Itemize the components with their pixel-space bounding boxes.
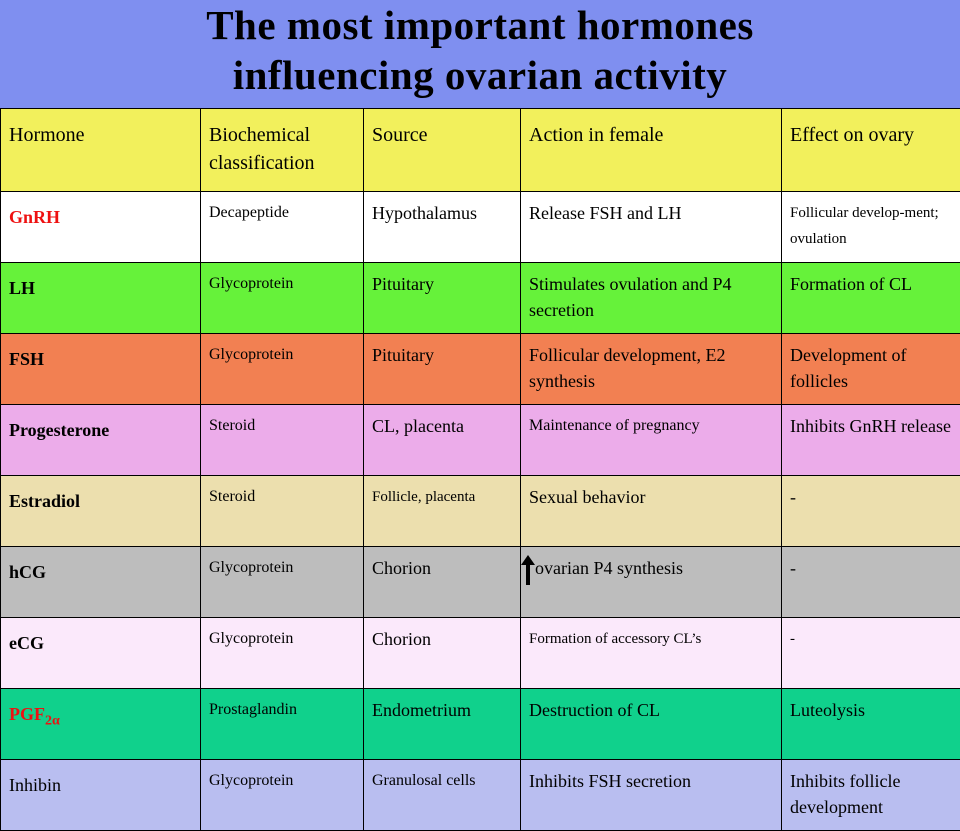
table-row-progesterone bbox=[1, 405, 960, 476]
hormone-name: Inhibin bbox=[1, 760, 201, 831]
hormone-name-main: PGF bbox=[9, 704, 45, 724]
header-source: Source bbox=[364, 109, 521, 192]
header-effect: Effect on ovary bbox=[782, 109, 960, 192]
table-row-pgf2a bbox=[1, 689, 960, 760]
header-classification: Biochemical classification bbox=[201, 109, 364, 192]
source-cell: Follicle, placenta bbox=[364, 476, 521, 547]
effect-cell: Formation of CL bbox=[782, 263, 960, 334]
table-row-ecg bbox=[1, 618, 960, 689]
hormone-name: LH bbox=[1, 263, 201, 334]
classification-cell: Glycoprotein bbox=[201, 263, 364, 334]
hormone-name: Estradiol bbox=[1, 476, 201, 547]
header-hormone: Hormone bbox=[1, 109, 201, 192]
up-arrow-icon bbox=[521, 555, 535, 585]
action-cell: Maintenance of pregnancy bbox=[521, 405, 782, 476]
source-cell: CL, placenta bbox=[364, 405, 521, 476]
source-cell: Chorion bbox=[364, 618, 521, 689]
action-cell: Inhibits FSH secretion bbox=[521, 760, 782, 831]
hormone-name: FSH bbox=[1, 334, 201, 405]
action-cell: Release FSH and LH bbox=[521, 192, 782, 263]
classification-cell: Glycoprotein bbox=[201, 334, 364, 405]
slide-title bbox=[0, 0, 960, 108]
effect-cell: Luteolysis bbox=[782, 689, 960, 760]
effect-cell: - bbox=[782, 547, 960, 618]
effect-cell: Development of follicles bbox=[782, 334, 960, 405]
title-line-1: The most important hormones bbox=[0, 0, 960, 50]
classification-cell: Steroid bbox=[201, 405, 364, 476]
source-cell: Chorion bbox=[364, 547, 521, 618]
classification-cell: Glycoprotein bbox=[201, 547, 364, 618]
table-row-lh bbox=[1, 263, 960, 334]
action-cell: Follicular development, E2 synthesis bbox=[521, 334, 782, 405]
hormone-name: GnRH bbox=[1, 192, 201, 263]
hormone-table bbox=[0, 108, 960, 831]
source-cell: Granulosal cells bbox=[364, 760, 521, 831]
effect-cell: Follicular develop-ment; ovulation bbox=[782, 192, 960, 263]
hormone-name bbox=[1, 689, 201, 760]
classification-cell: Prostaglandin bbox=[201, 689, 364, 760]
classification-cell: Glycoprotein bbox=[201, 618, 364, 689]
effect-cell: Inhibits follicle development bbox=[782, 760, 960, 831]
hormone-name-subscript: 2α bbox=[45, 714, 60, 729]
effect-cell: - bbox=[782, 618, 960, 689]
table-header-row bbox=[1, 109, 960, 192]
hormone-name: eCG bbox=[1, 618, 201, 689]
table-row-fsh bbox=[1, 334, 960, 405]
table-row-hcg bbox=[1, 547, 960, 618]
table-row-gnrh bbox=[1, 192, 960, 263]
action-cell bbox=[521, 547, 782, 618]
title-line-2: influencing ovarian activity bbox=[0, 50, 960, 100]
effect-cell: Inhibits GnRH release bbox=[782, 405, 960, 476]
hormone-name: Progesterone bbox=[1, 405, 201, 476]
hormone-name: hCG bbox=[1, 547, 201, 618]
source-cell: Endometrium bbox=[364, 689, 521, 760]
effect-cell: - bbox=[782, 476, 960, 547]
action-cell: Destruction of CL bbox=[521, 689, 782, 760]
classification-cell: Glycoprotein bbox=[201, 760, 364, 831]
action-text: ovarian P4 synthesis bbox=[535, 558, 683, 578]
table-row-inhibin bbox=[1, 760, 960, 831]
classification-cell: Decapeptide bbox=[201, 192, 364, 263]
action-cell: Formation of accessory CL’s bbox=[521, 618, 782, 689]
action-cell: Sexual behavior bbox=[521, 476, 782, 547]
header-action: Action in female bbox=[521, 109, 782, 192]
table-row-estradiol bbox=[1, 476, 960, 547]
source-cell: Hypothalamus bbox=[364, 192, 521, 263]
classification-cell: Steroid bbox=[201, 476, 364, 547]
action-cell: Stimulates ovulation and P4 secretion bbox=[521, 263, 782, 334]
source-cell: Pituitary bbox=[364, 263, 521, 334]
source-cell: Pituitary bbox=[364, 334, 521, 405]
